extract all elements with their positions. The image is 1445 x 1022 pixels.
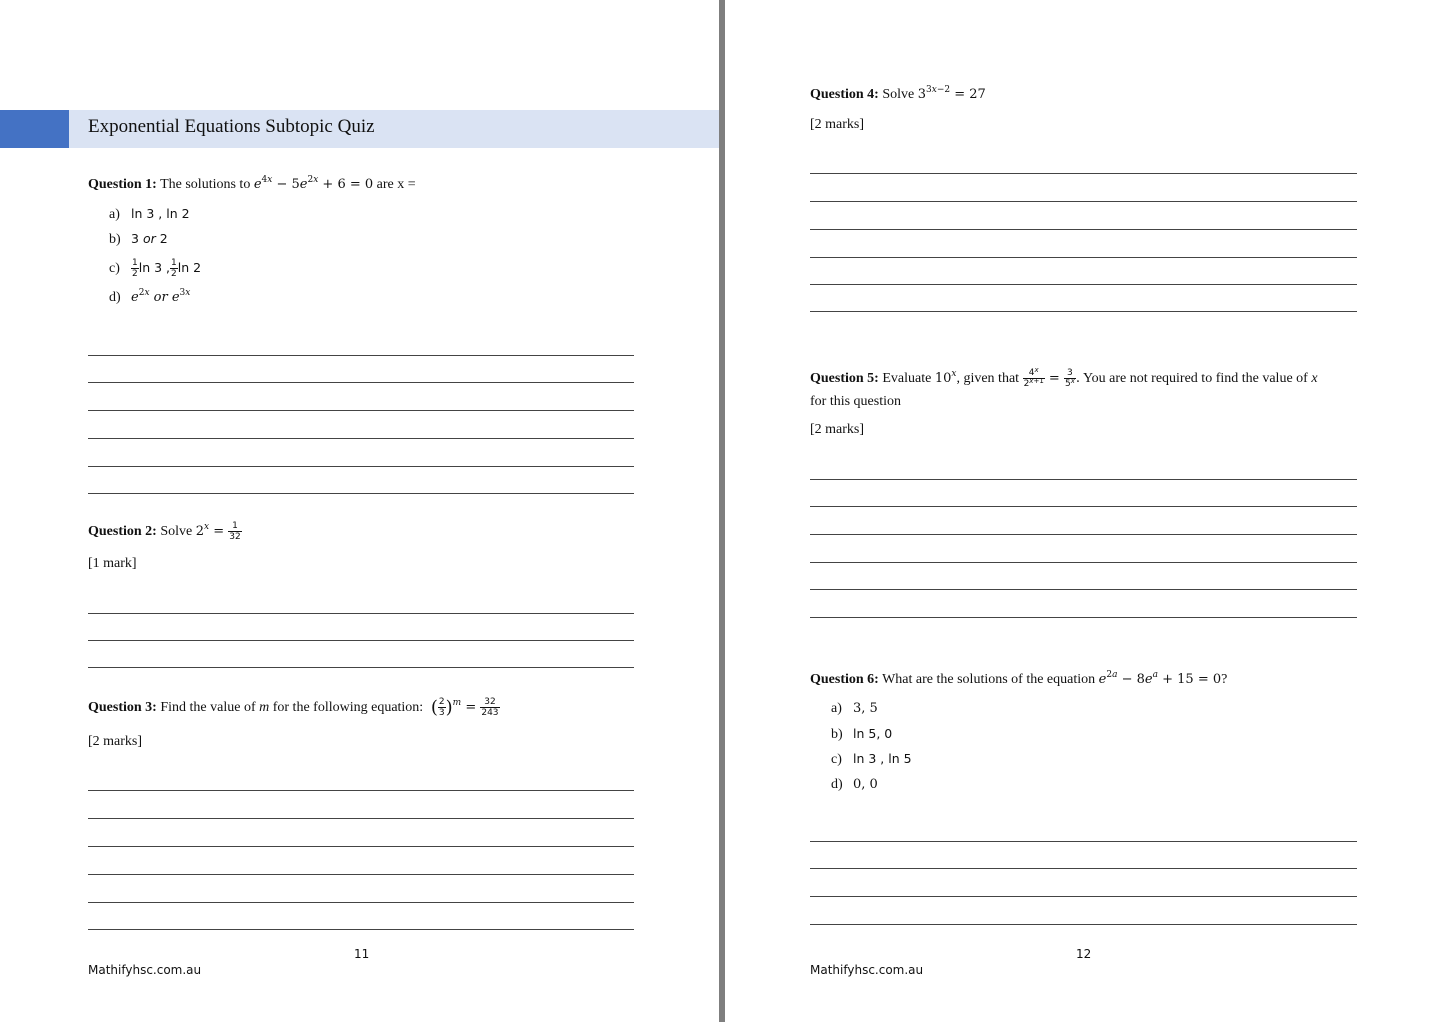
answer-line xyxy=(810,284,1357,285)
quiz-title: Exponential Equations Subtopic Quiz xyxy=(88,116,375,137)
answer-line xyxy=(810,229,1357,230)
question-3-text: Find the value of m for the following equation: xyxy=(160,700,424,715)
question-1-text-after: are x = xyxy=(376,177,416,192)
page-number: 12 xyxy=(1076,947,1092,961)
answer-line xyxy=(88,929,634,930)
question-1-option-a[interactable]: a) ln 3 , ln 2 xyxy=(109,206,190,222)
answer-line xyxy=(88,382,634,383)
question-3-equation: ( $\frac{2}{3}$ )$^m$ = $\frac{32}{243}$ xyxy=(430,697,499,718)
answer-line xyxy=(810,506,1357,507)
quiz-title-bar xyxy=(0,110,719,148)
question-1-option-c[interactable]: c) $\frac{1}{2}$ ln 3 , $\frac{1}{2}$ ln 2 xyxy=(109,258,202,279)
answer-line xyxy=(88,874,634,875)
question-1-equation: $e^{4x} - 5e^{2x} + 6 = 0$ xyxy=(253,175,374,192)
answer-line xyxy=(810,257,1357,258)
answer-line xyxy=(810,841,1357,842)
answer-line xyxy=(88,902,634,903)
question-5-label: Question 5: xyxy=(810,371,879,386)
question-2-text: Solve xyxy=(160,524,193,539)
question-3-marks: [2 marks] xyxy=(88,734,143,749)
answer-line xyxy=(810,868,1357,869)
answer-line xyxy=(88,466,634,467)
footer-website: Mathifyhsc.com.au xyxy=(810,963,924,977)
answer-line xyxy=(88,613,634,614)
answer-line xyxy=(810,617,1357,618)
question-5 xyxy=(810,368,1318,389)
question-2-label: Question 2: xyxy=(88,524,157,539)
answer-line xyxy=(88,846,634,847)
question-4-label: Question 4: xyxy=(810,87,879,102)
question-1-label: Question 1: xyxy=(88,177,157,192)
answer-line xyxy=(810,896,1357,897)
question-1-option-d[interactable]: d) $e^{2x}$ or $e^{3x}$ xyxy=(109,288,191,305)
question-3 xyxy=(88,697,500,718)
page-number: 11 xyxy=(354,947,370,961)
answer-line xyxy=(88,438,634,439)
answer-line xyxy=(810,589,1357,590)
answer-line xyxy=(88,818,634,819)
question-4-equation: $3^{3x-2} = 27$ xyxy=(917,85,986,102)
question-5-equation: $\frac{4^x}{2^{x+1}}$ = $\frac{3}{5^x}$ . xyxy=(1023,366,1080,389)
question-2-equation: $2^x$ = $\frac{1}{32}$ xyxy=(195,521,241,542)
document-page-11 xyxy=(0,0,719,1022)
answer-line xyxy=(88,355,634,356)
question-6: Question 6: What are the solutions of the equation $e^{2a} - 8e^a + 15 = 0$? xyxy=(810,670,1228,687)
question-2 xyxy=(88,521,242,542)
question-5-text-after: You are not required to find the value of x xyxy=(1082,371,1318,386)
question-6-option-a[interactable]: a) 3, 5 xyxy=(831,701,878,716)
title-accent-block xyxy=(0,110,69,148)
answer-line xyxy=(810,534,1357,535)
question-5-text-line2: for this question xyxy=(810,394,901,409)
question-4 xyxy=(810,87,986,103)
question-1-option-b[interactable]: b) 3 or 2 xyxy=(109,231,168,247)
question-4-text: Solve xyxy=(882,87,915,102)
question-6-option-d[interactable]: d) 0, 0 xyxy=(831,777,878,792)
answer-line xyxy=(88,667,634,668)
question-6-equation: $e^{2a} - 8e^a + 15 = 0$ xyxy=(1098,670,1222,687)
question-5-text: Evaluate 10$^x$, given that xyxy=(882,369,1020,386)
question-6-label: Question 6: xyxy=(810,672,879,687)
footer-website: Mathifyhsc.com.au xyxy=(88,963,202,977)
answer-line xyxy=(810,201,1357,202)
answer-line xyxy=(88,790,634,791)
answer-line xyxy=(810,562,1357,563)
answer-line xyxy=(810,924,1357,925)
answer-line xyxy=(810,479,1357,480)
question-6-option-b[interactable]: b) ln 5, 0 xyxy=(831,726,893,742)
question-6-option-c[interactable]: c) ln 3 , ln 5 xyxy=(831,751,912,767)
question-4-marks: [2 marks] xyxy=(810,117,865,132)
question-2-marks: [1 mark] xyxy=(88,556,137,571)
answer-line xyxy=(88,410,634,411)
answer-line xyxy=(810,311,1357,312)
question-5-marks: [2 marks] xyxy=(810,422,865,437)
question-1-text: The solutions to xyxy=(160,177,251,192)
question-3-label: Question 3: xyxy=(88,700,157,715)
answer-line xyxy=(810,173,1357,174)
answer-line xyxy=(88,640,634,641)
question-6-text: What are the solutions of the equation xyxy=(882,672,1096,687)
question-1 xyxy=(88,177,416,193)
answer-line xyxy=(88,493,634,494)
